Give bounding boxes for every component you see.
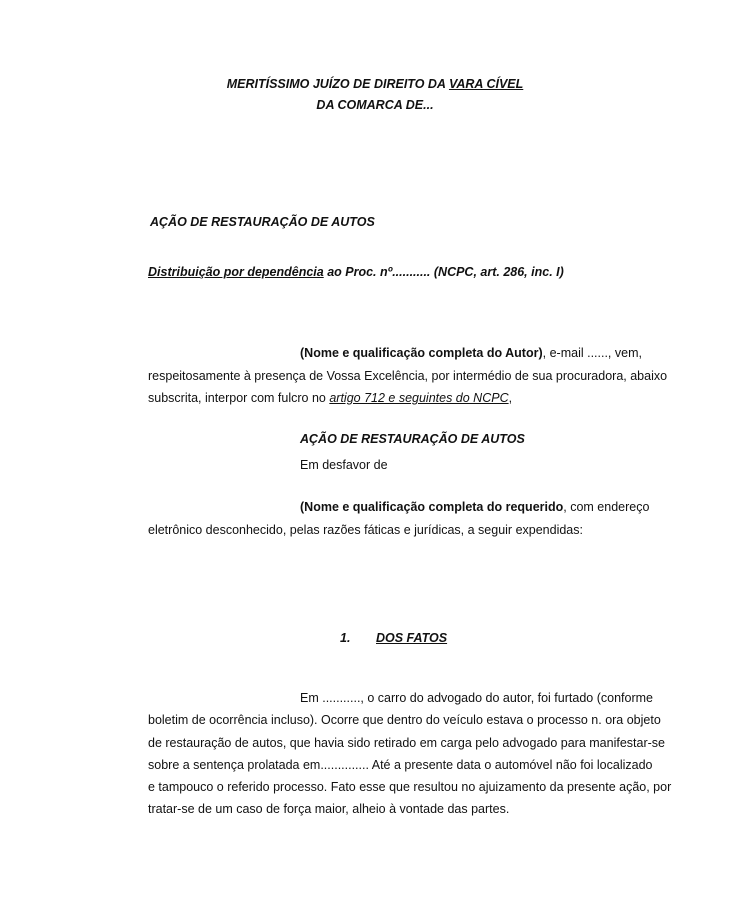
para2-line-1-rest: , com endereço	[563, 500, 650, 514]
para3-line-1	[300, 691, 653, 705]
section-number: 1.	[340, 631, 351, 645]
para3-line-5: e tampouco o referido processo. Fato esse que resultou no ajuizamento da presente ação, por	[148, 780, 672, 794]
defendant-placeholder: (Nome e qualificação completa do requerido	[300, 500, 564, 514]
section-title: DOS FATOS	[376, 631, 448, 645]
distribution-rest: ao Proc. nº........... (NCPC, art. 286, inc. I)	[323, 265, 564, 279]
court-header-vara: VARA CÍVEL	[448, 77, 524, 91]
para1-line-1-rest: , e-mail ......, vem,	[542, 346, 642, 360]
para2-line-1	[300, 500, 650, 514]
distribution-line	[148, 265, 564, 279]
para3-line-2: boletim de ocorrência incluso). Ocorre que dentro do veículo estava o processo n. ora objeto	[148, 713, 661, 727]
para1-line-3	[148, 391, 632, 405]
action-title-2: AÇÃO DE RESTAURAÇÃO DE AUTOS	[300, 432, 525, 446]
court-header-line-1	[0, 77, 750, 91]
para3-line-1-text: Em ..........., o carro do advogado do autor, foi furtado (conforme	[300, 691, 653, 705]
para1-line-3-comma: ,	[508, 391, 513, 405]
para3-line-4: sobre a sentença prolatada em.............. Até a presente data o automóvel não foi localizado	[148, 758, 653, 772]
para2-line-2: eletrônico desconhecido, pelas razões fáticas e jurídicas, a seguir expendidas:	[148, 523, 583, 537]
against-label: Em desfavor de	[300, 458, 388, 472]
ncpc-article-reference: artigo 712 e seguintes do NCPC	[329, 391, 509, 405]
para3-line-6: tratar-se de um caso de força maior, alheio à vontade das partes.	[148, 802, 510, 816]
para1-line-2: respeitosamente à presença de Vossa Excelência, por intermédio de sua procuradora, abaixo	[148, 369, 668, 383]
court-header-line-2: DA COMARCA DE...	[316, 98, 434, 112]
para3-line-3: de restauração de autos, que havia sido retirado em carga pelo advogado para manifestar-se	[148, 736, 665, 750]
court-header-text: MERITÍSSIMO JUÍZO DE DIREITO DA	[226, 77, 449, 91]
para1-line-1	[300, 346, 642, 360]
author-placeholder: (Nome e qualificação completa do Autor)	[300, 346, 543, 360]
action-title: AÇÃO DE RESTAURAÇÃO DE AUTOS	[150, 215, 375, 229]
distribution-underlined: Distribuição por dependência	[148, 265, 324, 279]
para1-line-3-text: subscrita, interpor com fulcro no	[148, 391, 330, 405]
